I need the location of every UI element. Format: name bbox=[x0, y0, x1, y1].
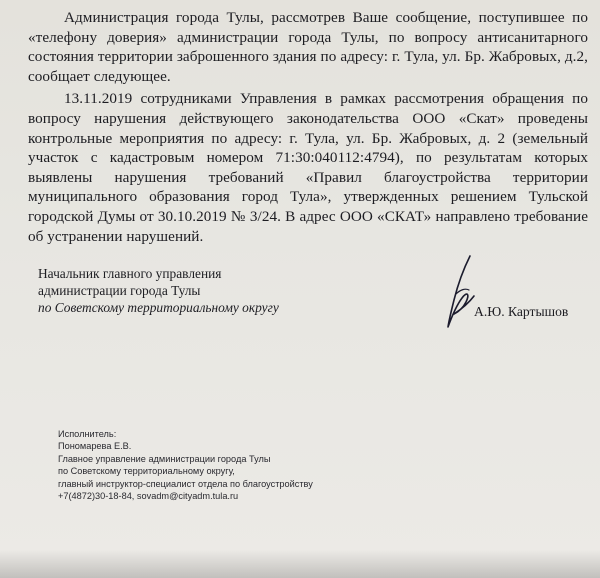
signatory-name: А.Ю. Картышов bbox=[474, 304, 569, 319]
executor-contact: +7(4872)30-18-84, sovadm@cityadm.tula.ru bbox=[58, 491, 239, 502]
signatory-title bbox=[38, 266, 279, 316]
signatory-title-line-1: Начальник главного управления bbox=[38, 266, 222, 281]
paragraph-findings: 13.11.2019 сотрудниками Управления в рамках рассмотрения обращения по вопросу нарушения действующего законодательства ООО «Скат» проведены контрольные мероприятия по адресу: г. Тула, ул. Бр. Жабровых, д. 2 (земельный участок с кадастровым номером 71:30:040112:4794), по результатам которых выявлены нарушения требований «Правил благоустройства территории муниципального образования город Тула», утвержденных решением Тульской городской Думы от 30.10.2019 № 3/24. В адрес ООО «СКАТ» направлено требование об устранении нарушений. bbox=[28, 90, 588, 245]
page-edge-shadow bbox=[0, 550, 600, 578]
executor-position: главный инструктор-специалист отдела по благоустройству bbox=[58, 478, 313, 489]
paragraph-intro: Администрация города Тулы, рассмотрев Ваше сообщение, поступившее по «телефону доверия» администрации города Тулы, по вопросу антисанитарного состояния территории заброшенного здания по адресу: г. Тула, ул. Бр. Жабровых, д.2, сообщает следующее. bbox=[28, 9, 588, 85]
executor-block bbox=[58, 428, 313, 502]
executor-name: Пономарева Е.В. bbox=[58, 441, 132, 452]
signatory-title-line-3: по Советскому территориальному округу bbox=[38, 299, 279, 315]
executor-dept-line-2: по Советскому территориальному округу, bbox=[58, 466, 235, 477]
letter-body bbox=[28, 8, 588, 249]
executor-dept-line-1: Главное управление администрации города Тулы bbox=[58, 453, 271, 464]
signatory-title-line-2: администрации города Тулы bbox=[38, 282, 201, 298]
executor-label: Исполнитель: bbox=[58, 429, 117, 439]
